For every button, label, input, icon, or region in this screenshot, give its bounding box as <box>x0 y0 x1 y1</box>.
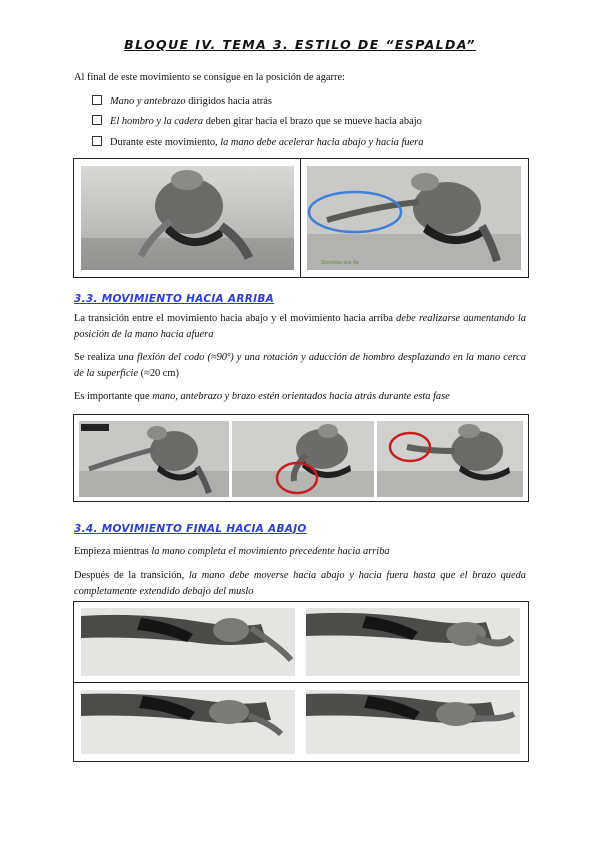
swimmer-photo <box>306 608 520 676</box>
swimmer-photo <box>306 690 520 754</box>
checkbox-icon[interactable] <box>92 115 102 125</box>
section-heading-3-4: 3.4. MOVIMIENTO FINAL HACIA ABAJO <box>74 523 307 535</box>
swimmer-photo <box>79 421 229 497</box>
swimmer-photo <box>81 690 295 754</box>
checkbox-icon[interactable] <box>92 95 102 105</box>
photo-caption: Shoreline dve 4p <box>321 260 359 266</box>
swimmer-photo <box>232 421 374 497</box>
paragraph: Se realiza una flexión del codo (≈90º) y una rotación y aducción de hombro desplazando en la mano cerca de la superficie (≈20 cm) <box>74 352 526 379</box>
swimmer-photo <box>307 166 521 270</box>
checklist-item: El hombro y la cadera deben girar hacia el brazo que se mueve hacia abajo <box>92 115 422 128</box>
checklist-item: Durante este movimiento, la mano debe acelerar hacia abajo y hacia fuera <box>92 136 423 149</box>
page-title: BLOQUE IV. TEMA 3. ESTILO DE “ESPALDA” <box>124 37 476 52</box>
paragraph: Empieza mientras la mano completa el movimiento precedente hacia arriba <box>74 546 390 557</box>
section-heading-3-3: 3.3. MOVIMIENTO HACIA ARRIBA <box>74 293 275 305</box>
swimmer-photo <box>377 421 523 497</box>
intro-text: Al final de este movimiento se consigue en la posición de agarre: <box>74 72 345 83</box>
figure-final-downsweep <box>73 601 529 762</box>
paragraph: Después de la transición, la mano debe moverse hacia abajo y hacia fuera hasta que el brazo queda completamente extendido debajo del muslo <box>74 570 526 597</box>
figure-upsweep <box>73 414 529 502</box>
figure-catch-position <box>73 158 529 278</box>
paragraph: Es importante que mano, antebrazo y brazo estén orientados hacia atrás durante esta fase <box>74 391 450 402</box>
paragraph: La transición entre el movimiento hacia abajo y el movimiento hacia arriba debe realizarse aumentando la posición de la mano hacia afuera <box>74 313 526 340</box>
publisher-logo <box>81 424 109 431</box>
swimmer-photo <box>81 608 295 676</box>
checkbox-icon[interactable] <box>92 136 102 146</box>
swimmer-photo <box>81 166 294 270</box>
checklist-item: Mano y antebrazo dirigidos hacia atrás <box>92 95 272 108</box>
